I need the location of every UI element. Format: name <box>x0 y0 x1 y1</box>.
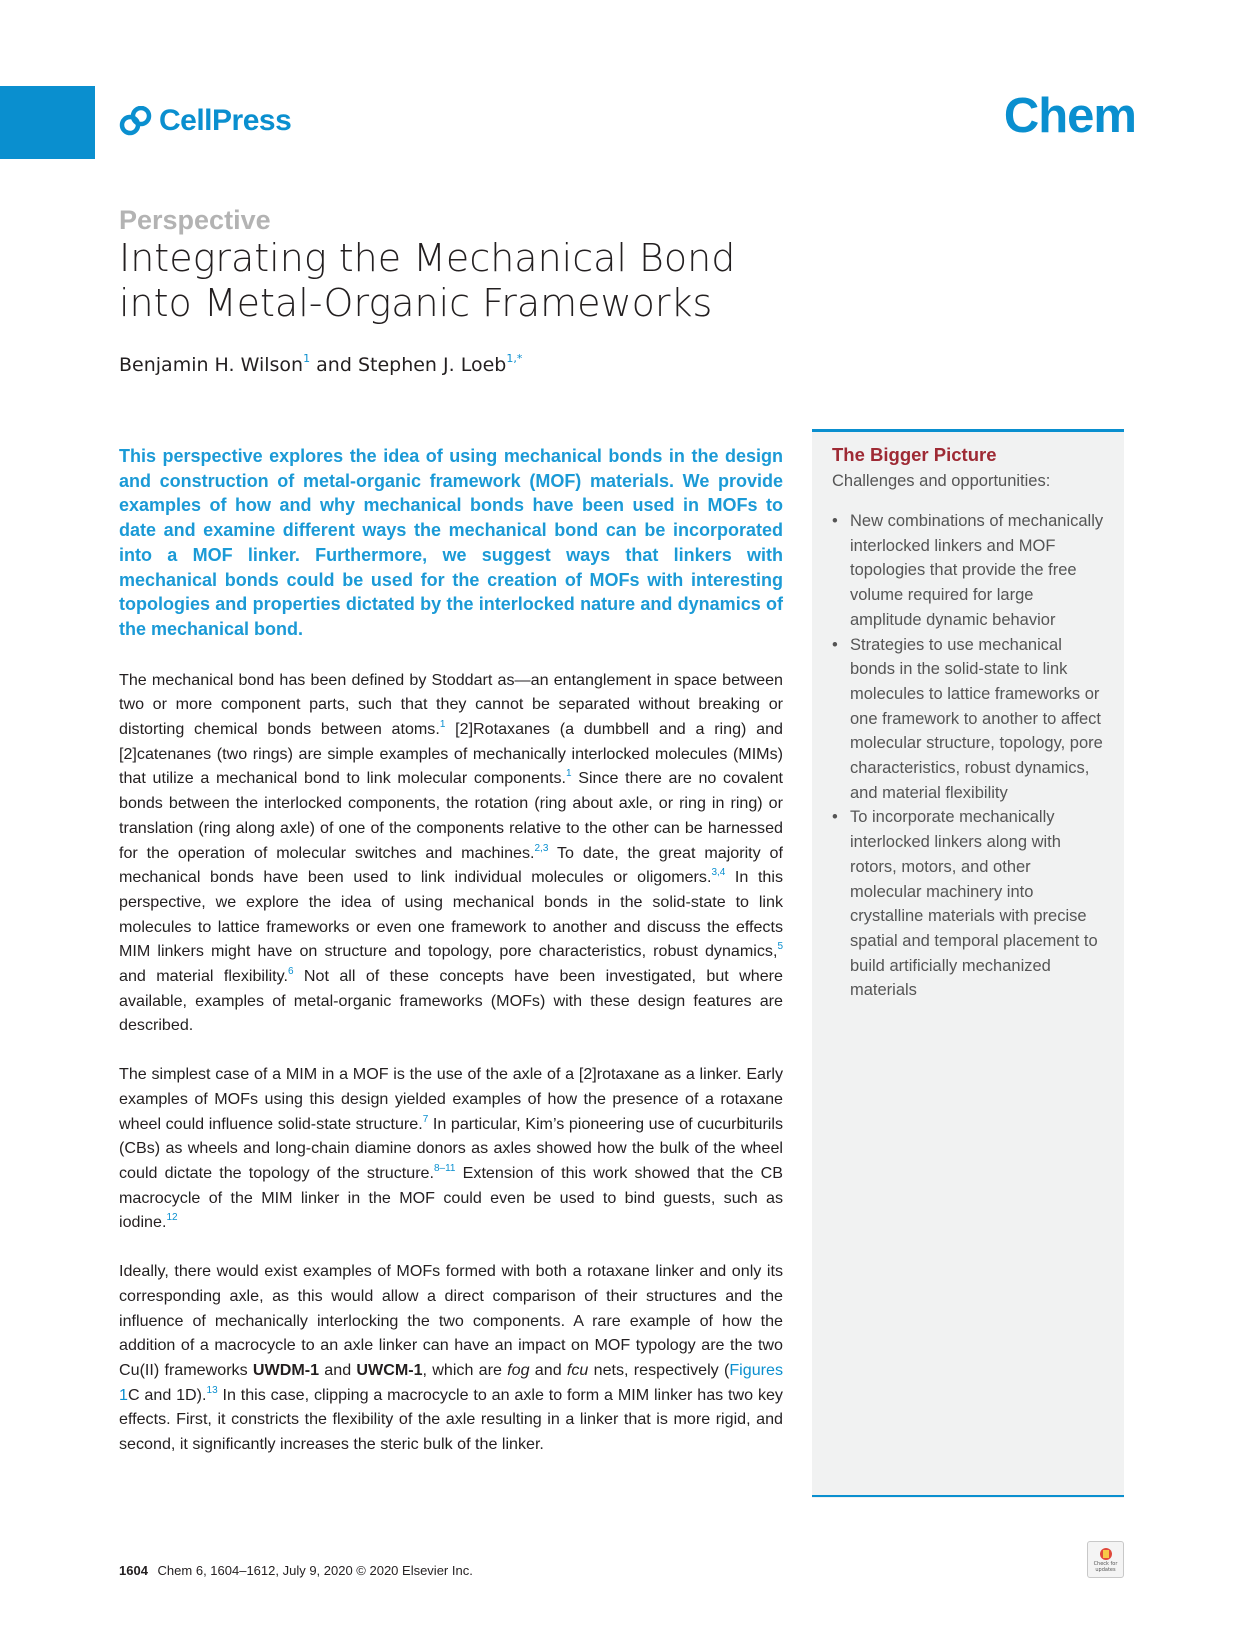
bigger-picture-list <box>832 509 1104 1003</box>
page-number: 1604 <box>119 1563 148 1578</box>
publisher-logo[interactable] <box>119 104 291 138</box>
reference-link[interactable]: 2,3 <box>534 842 549 854</box>
reference-link[interactable]: 1 <box>439 719 446 731</box>
journal-name[interactable]: Chem <box>1003 89 1136 143</box>
reference-link[interactable]: 6 <box>287 966 294 978</box>
reference-link[interactable]: 1 <box>566 768 572 780</box>
reference-link[interactable]: 8–11 <box>433 1162 456 1174</box>
compound-label: UWDM-1 <box>252 1360 320 1379</box>
list-item: • New combinations of mechanically interlocked linkers and MOF topologies that provide the free volume required for large amplitude dynamic behavior <box>832 509 1104 633</box>
bookmark-icon <box>1098 1547 1114 1561</box>
page-footer <box>119 1563 473 1578</box>
article-title: Integrating the Mechanical Bond into Metal-Organic Frameworks <box>119 236 736 325</box>
summary-paragraph: This perspective explores the idea of using mechanical bonds in the design and construction of metal-organic framework (MOF) materials. We provide examples of how and why mechanical bonds have been used in MOFs to date and examine different ways the mechanical bond can be incorporated into a MOF linker. Furthermore, we suggest ways that linkers with mechanical bonds could be used for the creation of MOFs with interesting topologies and properties dictated by the interlocked nature and dynamics of the mechanical bond. <box>119 446 783 639</box>
net-name: fcu <box>566 1360 589 1379</box>
publisher-name: CellPress <box>159 104 292 137</box>
cellpress-logo-icon <box>119 106 153 136</box>
figure-link[interactable]: Figures 1 <box>119 1360 784 1404</box>
reference-link[interactable]: 5 <box>777 941 783 953</box>
reference-link[interactable]: 13 <box>206 1384 218 1396</box>
main-column <box>119 444 783 1481</box>
reference-link[interactable]: 7 <box>422 1113 429 1125</box>
reference-link[interactable]: 12 <box>166 1212 178 1224</box>
affiliation-ref[interactable]: 1,* <box>506 352 523 365</box>
compound-label: UWCM-1 <box>356 1360 423 1379</box>
list-item: • To incorporate mechanically interlocked linkers along with rotors, motors, and other molecular machinery into crystalline materials with precise spatial and temporal placement to build artificially mechanized materials <box>832 805 1104 1003</box>
affiliation-ref[interactable]: 1 <box>303 352 311 365</box>
author-line <box>119 354 522 376</box>
author-name[interactable]: Stephen J. Loeb <box>357 354 507 376</box>
bigger-picture-title: The Bigger Picture <box>832 444 997 465</box>
author-name[interactable]: Benjamin H. Wilson <box>119 354 304 376</box>
article-type: Perspective <box>119 205 271 235</box>
body-paragraph: Ideally, there would exist examples of MOFs formed with both a rotaxane linker and only its corresponding axle, as this would allow a direct comparison of their structures and the influence of mechanically interlocking the two components. A rare example of how the addition of a macrocycle to an axle linker can have an impact on MOF typology are the two Cu(II) frameworks UWDM-1 and UWCM-1, which are fog and fcu nets, respectively (Figures 1C and 1D).$^{13}$ In this case, clipping a macrocycle to an axle to form a MIM linker has two key effects. First, it constricts the flexibility of the axle resulting in a linker that is more rigid, and second, it significantly increases the steric bulk of the linker. <box>119 1262 784 1454</box>
check-for-updates-badge[interactable] <box>1087 1541 1124 1578</box>
net-name: fog <box>507 1360 530 1379</box>
author-separator: and <box>316 354 352 376</box>
body-paragraph: The simplest case of a MIM in a MOF is the use of the axle of a [2]rotaxane as a linker. Early examples of MOFs using this design yielded examples of how the presence of a rotaxane wheel could influence solid-state structure.$^7$ In particular, Kim’s pioneering use of cucurbiturils (CBs) as wheels and long-chain diamine donors as axles showed how the bulk of the wheel could dictate the topology of the structure.$^{8-11}$ Extension of this work showed that the CB macrocycle of the MIM linker in the MOF could even be used to bind guests, such as iodine.$^{12}$ <box>119 1065 784 1232</box>
bigger-picture-box <box>812 429 1124 1498</box>
citation-line: Chem 6, 1604–1612, July 9, 2020 © 2020 Elsevier Inc. <box>157 1563 473 1578</box>
brand-corner-block <box>0 86 95 159</box>
reference-link[interactable]: 3,4 <box>711 867 726 879</box>
sidebar-divider <box>812 1495 1124 1497</box>
badge-label: Check for updates <box>1093 1560 1118 1573</box>
body-paragraph: The mechanical bond has been defined by Stoddart as—an entanglement in space between two or more component parts, such that they cannot be separated without breaking or distorting chemical bonds between atoms.$^1$ [2]Rotaxanes (a dumbbell and a ring) and [2]catenanes (two rings) are simple examples of mechanically interlocked molecules (MIMs) that utilize a mechanical bond to link molecular components.$^1$ Since there are no covalent bonds between the interlocked components, the rotation (ring about axle, or ring in ring) or translation (ring along axle) of one of the components relative to the other can be harnessed for the operation of molecular switches and machines.$^{2,3}$ To date, the great majority of mechanical bonds have been used to link individual molecules or oligomers.$^{3,4}$ In this perspective, we explore the idea of using mechanical bonds in the solid-state to link molecules to lattice frameworks or even one framework to another and discuss the effects MIM linkers might have on structure and topology, pore characteristics, robust dynamics,$^5$ and material flexibility.$^6$ Not all of these concepts have been investigated, but where available, examples of metal-organic frameworks (MOFs) with these design features are described. <box>119 670 783 1035</box>
list-item: • Strategies to use mechanical bonds in the solid-state to link molecules to lattice frameworks or one framework to another to affect molecular structure, topology, pore characteristics, robust dynamics, and material flexibility <box>832 633 1104 806</box>
bigger-picture-subtitle: Challenges and opportunities: <box>832 472 1051 490</box>
